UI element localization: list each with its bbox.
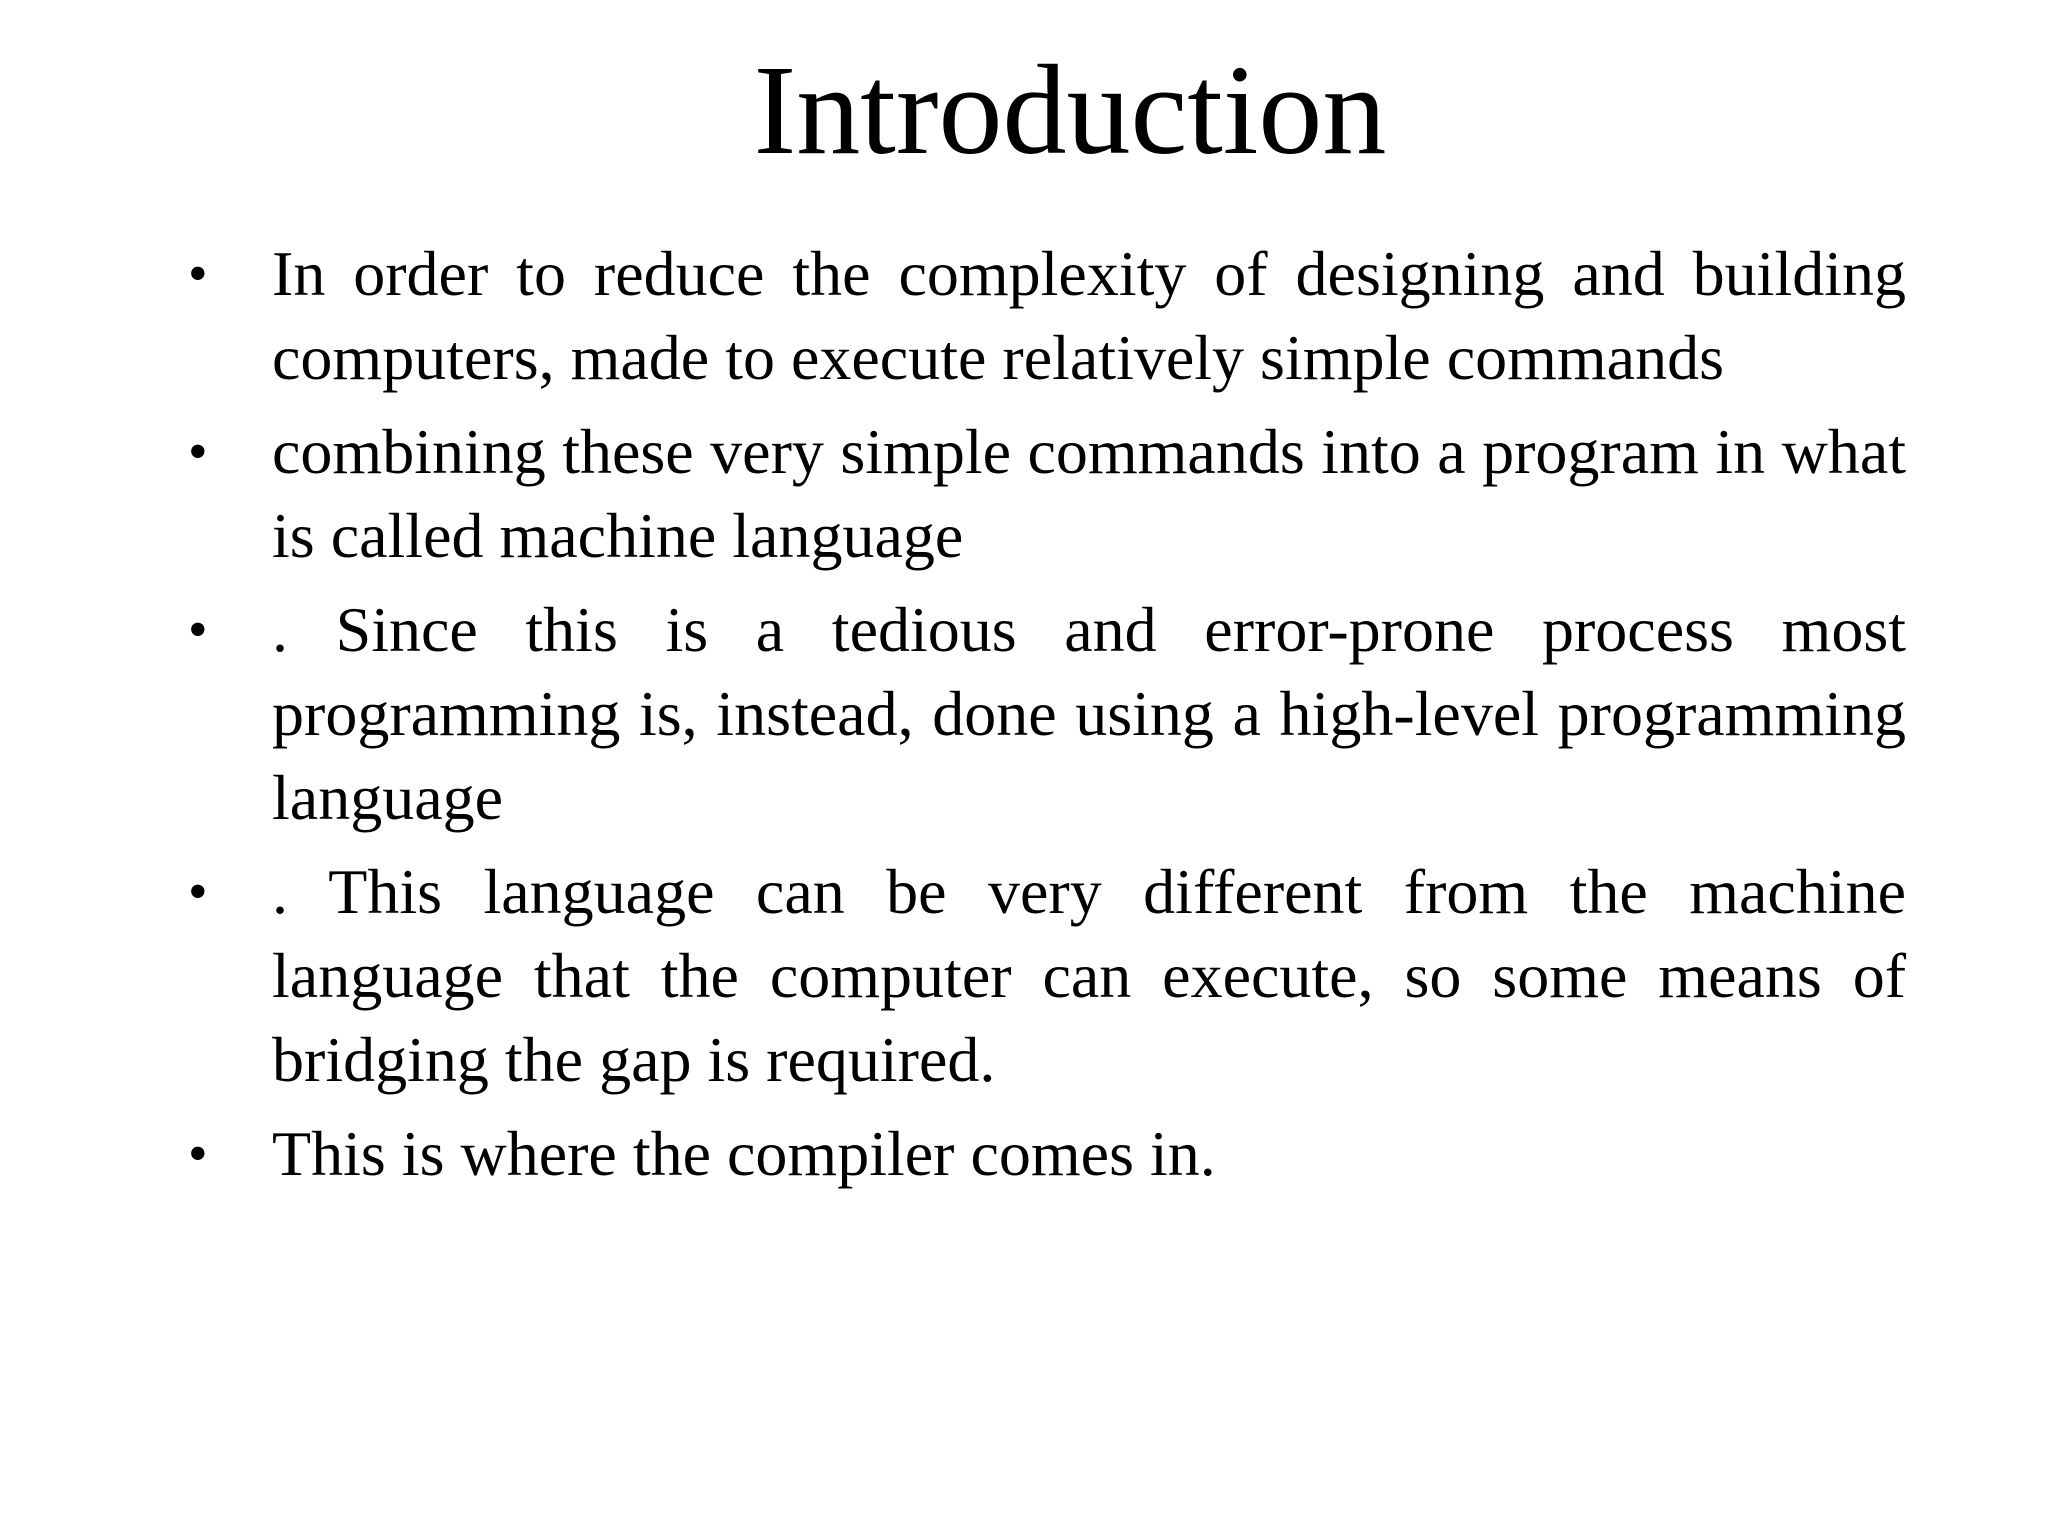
bullet-icon: • xyxy=(188,421,208,483)
bullet-text: . This language can be very different from the machine language that the computer can execute, so some means of bridging the gap is required. xyxy=(272,856,1906,1095)
slide-title: Introduction xyxy=(753,39,1387,181)
bullet-item xyxy=(180,232,1906,400)
bullet-icon: • xyxy=(188,599,208,661)
bullet-text: combining these very simple commands into a program in what is called machine language xyxy=(272,416,1906,571)
bullet-list xyxy=(180,232,1906,1206)
bullet-icon: • xyxy=(188,861,208,923)
bullet-item xyxy=(180,1112,1906,1196)
bullet-icon: • xyxy=(188,1123,208,1185)
bullet-item xyxy=(180,410,1906,578)
bullet-text: This is where the compiler comes in. xyxy=(272,1118,1216,1189)
bullet-icon: • xyxy=(188,243,208,305)
bullet-text: In order to reduce the complexity of designing and building computers, made to execute relatively simple commands xyxy=(272,238,1906,393)
bullet-item xyxy=(180,850,1906,1102)
bullet-item xyxy=(180,588,1906,840)
bullet-text: . Since this is a tedious and error-prone process most programming is, instead, done using a high-level programming language xyxy=(272,594,1906,833)
